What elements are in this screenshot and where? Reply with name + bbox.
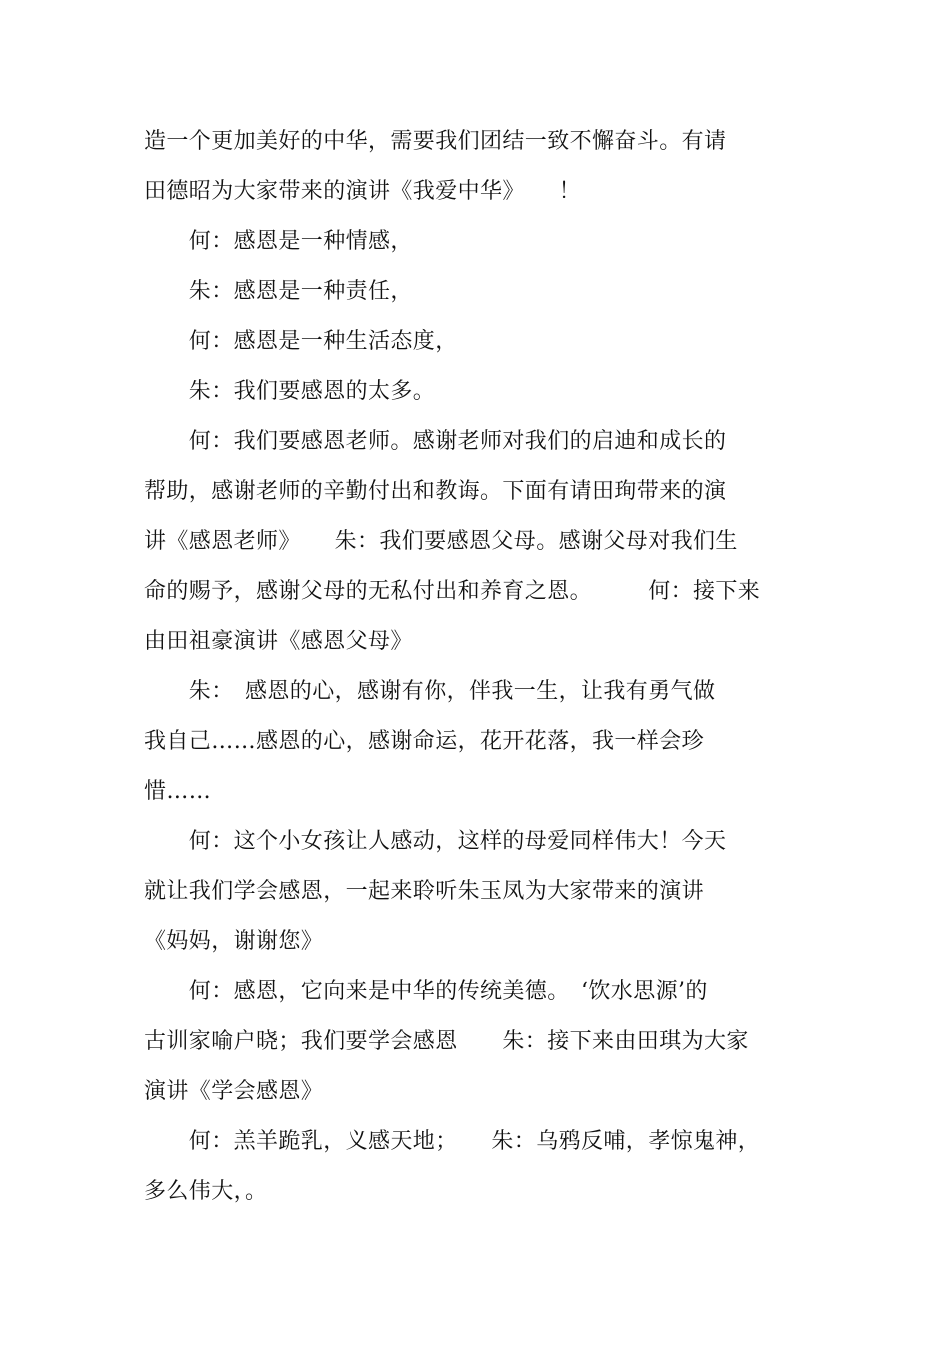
text-line: 何：感恩是一种情感，: [144, 229, 413, 254]
text-line: 就让我们学会感恩，一起来聆听朱玉凤为大家带来的演讲: [144, 879, 705, 904]
text-line: 讲《感恩老师》 朱：我们要感恩父母。感谢父母对我们生: [144, 529, 738, 554]
text-line: 朱：我们要感恩的太多。: [144, 379, 436, 404]
text-line: 由田祖豪演讲《感恩父母》: [144, 629, 413, 654]
text-line: 何：感恩是一种生活态度，: [144, 329, 458, 354]
text-line: 何：羔羊跪乳，义感天地； 朱：乌鸦反哺，孝惊鬼神，: [144, 1129, 761, 1154]
text-line: 何：这个小女孩让人感动，这样的母爱同样伟大！今天: [144, 829, 727, 854]
text-line: 古训家喻户晓；我们要学会感恩 朱：接下来由田琪为大家: [144, 1029, 749, 1054]
text-line: 惜……: [144, 779, 212, 804]
text-line: 朱： 感恩的心，感谢有你，伴我一生，让我有勇气做: [144, 679, 716, 704]
text-line: 多么伟大，。: [144, 1179, 268, 1204]
text-line: 何：我们要感恩老师。感谢老师对我们的启迪和成长的: [144, 429, 727, 454]
text-line: 演讲《学会感恩》: [144, 1079, 324, 1104]
text-line: 命的赐予，感谢父母的无私付出和养育之恩。 何：接下来: [144, 579, 761, 604]
text-line: 朱：感恩是一种责任，: [144, 279, 413, 304]
text-line: 何：感恩，它向来是中华的传统美德。 ‘饮水思源’的: [144, 979, 708, 1004]
text-line: 《妈妈，谢谢您》: [144, 929, 324, 954]
text-line: 帮助，感谢老师的辛勤付出和教诲。下面有请田珣带来的演: [144, 479, 727, 504]
text-line: 田德昭为大家带来的演讲《我爱中华》 ！: [144, 179, 582, 204]
text-line: 我自己……感恩的心，感谢命运，花开花落，我一样会珍: [144, 729, 705, 754]
text-line: 造一个更加美好的中华，需要我们团结一致不懈奋斗。有请: [144, 129, 727, 154]
